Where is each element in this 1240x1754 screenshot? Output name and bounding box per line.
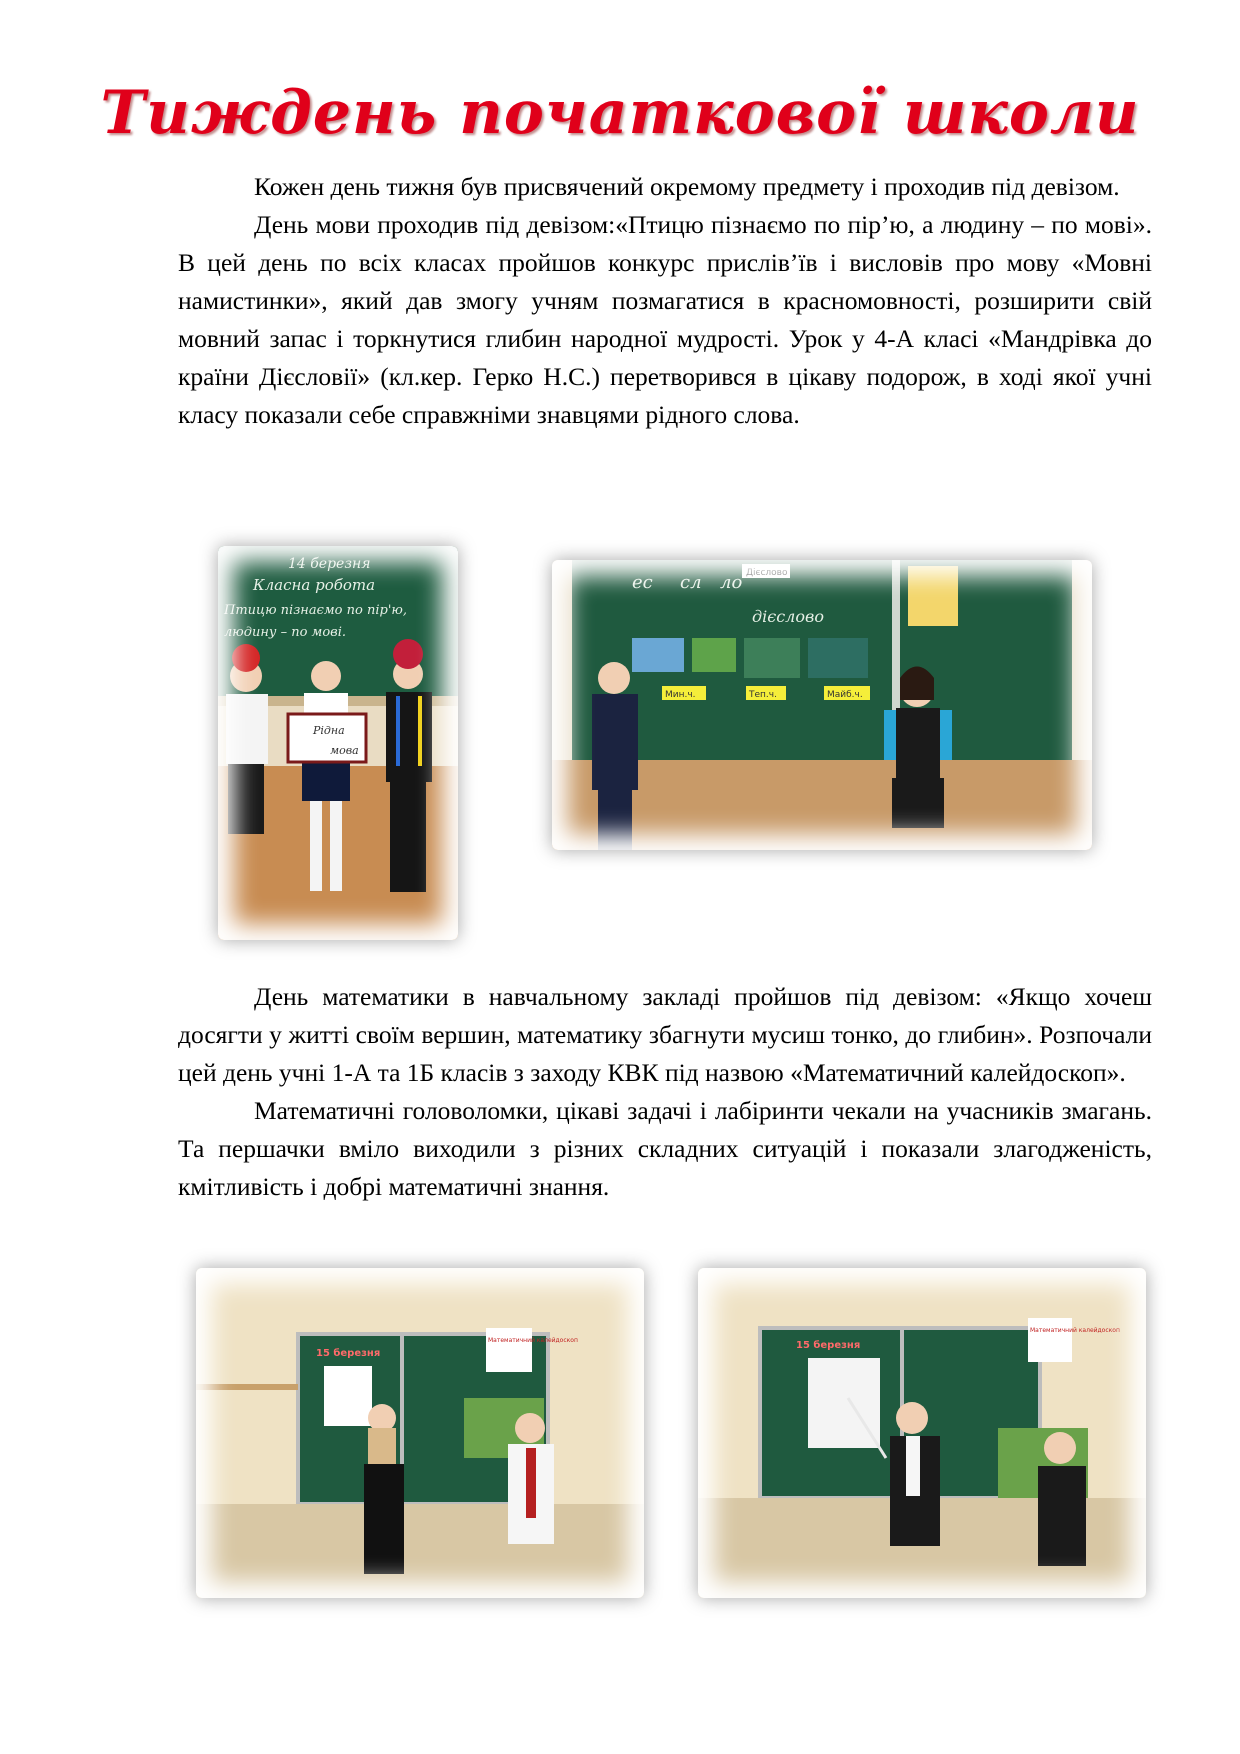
board-word: дієслово [752, 607, 824, 626]
contest-sign: Математичний калейдоскоп [1030, 1327, 1120, 1334]
language-day-text [178, 168, 1152, 434]
contest-sign: Математичний калейдоскоп [488, 1337, 578, 1344]
sign-line-1: Рідна [313, 724, 345, 737]
photo-math-contest-1 [196, 1268, 644, 1598]
photo-math-contest-2 [698, 1268, 1146, 1598]
language-day-paragraph: День мови проходив під девізом:«Птицю пізнаємо по пір’ю, а людину – по мові». В цей день по всіх класах пройшов конкурс прислів’їв і висловів про мову «Мовні намистинки», який дав змогу учням позмагатися в красномовності, розширити свій мовний запас і торкнутися глибин народної мудрості. Урок у 4-А класі «Мандрівка до країни Дієсловії» (кл.кер. Герко Н.С.) перетворився в цікаву подорож, в ході якої учні класу показали себе справжніми знавцями рідного слова. [178, 210, 1152, 429]
board-date: 15 березня [796, 1340, 861, 1351]
tag-present: Теп.ч. [749, 690, 777, 700]
board-label: Дієслово [746, 568, 788, 578]
board-line-3: Птицю пізнаємо по пір'ю, [224, 603, 407, 618]
board-line-1: 14 березня [288, 556, 371, 572]
sign-line-2: мова [330, 744, 359, 757]
tag-future: Майб.ч. [827, 690, 863, 700]
tag-past: Мин.ч. [665, 690, 696, 700]
math-day-paragraph: День математики в навчальному закладі пройшов під девізом: «Якщо хочеш досягти у житті своїм вершин, математику збагнути мусиш тонко, до глибин». Розпочали цей день учні 1-А та 1Б класів з заходу КВК під назвою «Математичний калейдоскоп». [178, 982, 1152, 1087]
photo-verb-lesson [552, 560, 1092, 850]
math-day-text [178, 978, 1152, 1206]
photo-girls-at-board [218, 546, 458, 940]
intro-paragraph: Кожен день тижня був присвячений окремому предмету і проходив під девізом. [254, 172, 1120, 201]
board-syllable-3: ло [720, 572, 743, 593]
board-syllable-2: сл [680, 572, 702, 593]
board-line-2: Класна робота [253, 576, 376, 594]
board-syllable-1: ес [632, 572, 653, 593]
math-puzzles-paragraph: Математичні головоломки, цікаві задачі і лабіринти чекали на учасників змагань. Та першачки вміло виходили з різних складних ситуацій і показали злагодженість, кмітливість і добрі математичні знання. [178, 1096, 1152, 1201]
page-title: Тиждень початкової школи [100, 78, 1140, 148]
board-date: 15 березня [316, 1348, 381, 1359]
board-line-4: людину – по мові. [224, 625, 346, 640]
